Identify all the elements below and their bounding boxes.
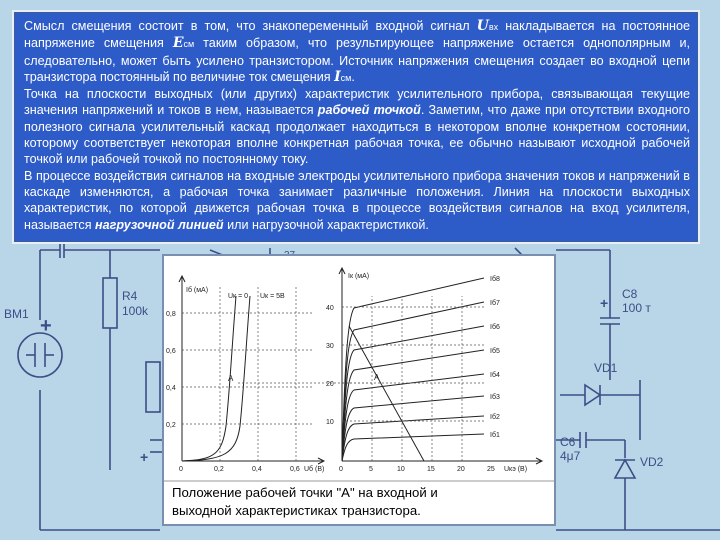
vd1-label: VD1 — [594, 361, 618, 375]
term-load-line: нагрузочной линией — [95, 217, 224, 232]
symbol-i-bias: I — [334, 68, 341, 85]
paragraph-bias: Смысл смещения состоит в том, что знакопеременный входной сигнал Uвх накладывается на постоянное напряжение смещения Eсм таким образом, что результирующее напряжение остается однополярным и, следовательно, может быть усилено транзистором. Источник напряжения смещения создает во входной цепи транзистора постоянный по величине ток смещения Iсм. — [24, 18, 690, 85]
plus-sign-left: + — [140, 449, 149, 465]
right-ytick-30: 30 — [326, 343, 334, 350]
c6-value: 4μ7 — [560, 449, 581, 463]
right-curve-label-2: Iб7 — [490, 300, 500, 307]
plus-sign-bm1: + — [40, 315, 52, 337]
r4-label: R4 — [122, 289, 138, 303]
right-xtick-20: 20 — [457, 466, 465, 473]
right-curve-label-3: Iб6 — [490, 324, 500, 331]
right-curve-label-7: Iб2 — [490, 414, 500, 421]
plus-sign-c8: + — [600, 295, 609, 311]
right-ytick-10: 10 — [326, 419, 334, 426]
vd2-label: VD2 — [640, 455, 664, 469]
right-ylabel: Iк (мА) — [348, 273, 370, 280]
right-xtick-10: 10 — [397, 466, 405, 473]
symbol-e-bias: E — [172, 35, 184, 52]
figure-caption — [172, 484, 542, 520]
left-xtick-04: 0,4 — [252, 466, 262, 473]
c6-label: C6 — [560, 435, 576, 449]
right-xlabel: Uкэ (В) — [504, 466, 528, 473]
c8-value: 100 т — [622, 301, 651, 315]
right-curve-label-1: Iб8 — [490, 276, 500, 283]
paragraph-working-point: Точка на плоскости выходных (или других) характеристик усилительного прибора, связывающая текущие значения напряжений и токов в нем, называется рабочей точкой. Заметим, что даже при отсутствии входного полезного сигнала усилительный каскад продолжает находиться в некотором вполне конкретном состоянии, которому соответствует некоторая вполне конкретная рабочая точка, ее обычно называют исходной рабочей точкой или рабочей точкой по постоянному току. — [24, 87, 690, 167]
caption-line-1: Положение рабочей точки "А" на входной и — [172, 485, 438, 500]
caption-line-2: выходной характеристиках транзистора. — [172, 503, 421, 518]
left-xlabel: Uб (В) — [304, 466, 325, 473]
right-curve-label-4: Iб5 — [490, 348, 500, 355]
left-ylabel: Iб (мА) — [186, 287, 209, 294]
right-curve-label-6: Iб3 — [490, 394, 500, 401]
left-point-a: A — [228, 374, 234, 383]
term-working-point: рабочей точкой — [317, 103, 421, 118]
bm1-label: BM1 — [4, 307, 29, 321]
right-ytick-20: 20 — [326, 381, 334, 388]
symbol-u-in: U — [476, 18, 489, 34]
right-xtick-5: 5 — [369, 466, 373, 473]
right-ytick-40: 40 — [326, 305, 334, 312]
transistor-characteristics-figure — [162, 254, 556, 526]
left-ytick-04: 0,4 — [166, 385, 176, 392]
left-curve-uk5: Uк = 5В — [260, 293, 285, 300]
right-point-a: A — [374, 373, 380, 382]
explanation-text-box — [12, 10, 700, 244]
left-xtick-0: 0 — [179, 466, 183, 473]
left-ytick-06: 0,6 — [166, 348, 176, 355]
left-ytick-02: 0,2 — [166, 422, 176, 429]
right-curve-label-5: Iб4 — [490, 372, 500, 379]
paragraph-load-line: В процессе воздействия сигналов на входные электроды усилительного прибора значения токов и напряжений в каскаде изменяются, а рабочая точка занимает различные положения. Линия на плоскости выходных характеристик, по которой движется рабочая точка в процессе воздействия сигналов на вход усилителя, называется нагрузочной линией или нагрузочной характеристикой. — [24, 168, 690, 232]
left-ytick-08: 0,8 — [166, 311, 176, 318]
c8-label: C8 — [622, 287, 638, 301]
left-xtick-06: 0,6 — [290, 466, 300, 473]
left-curve-uk0: Uк = 0 — [228, 293, 248, 300]
right-xtick-15: 15 — [427, 466, 435, 473]
left-xtick-02: 0,2 — [214, 466, 224, 473]
right-curve-label-8: Iб1 — [490, 432, 500, 439]
r4-value: 100k — [122, 304, 149, 318]
right-xtick-25: 25 — [487, 466, 495, 473]
right-xtick-0: 0 — [339, 466, 343, 473]
